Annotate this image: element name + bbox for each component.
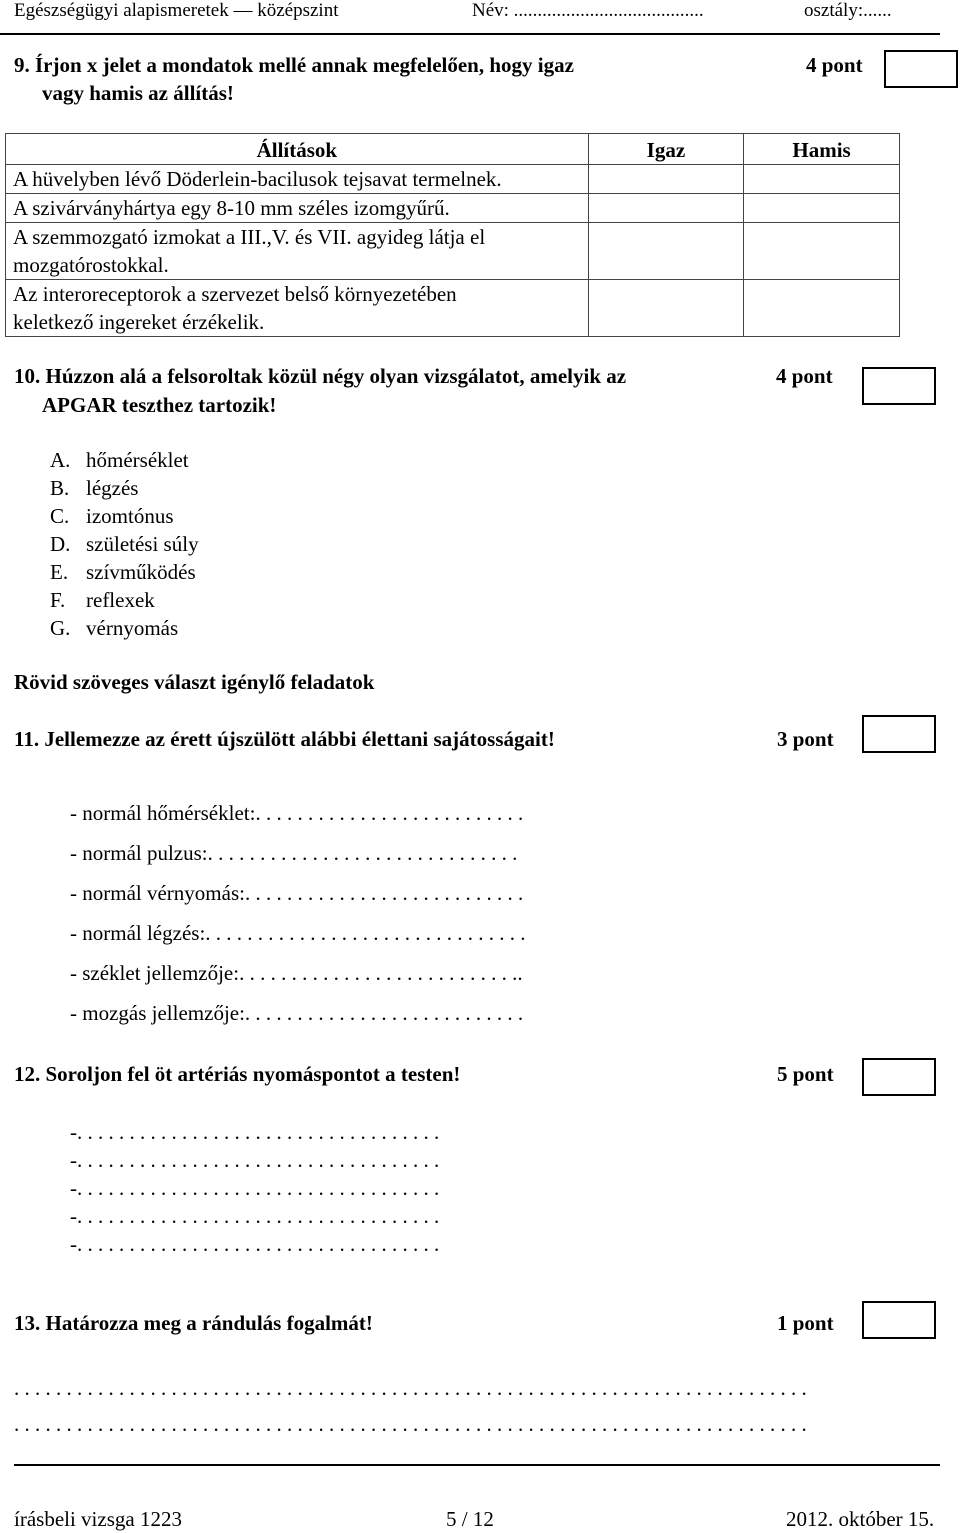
q10-option-text: reflexek xyxy=(86,588,155,612)
q12-answer-lines xyxy=(70,1118,439,1258)
q10-score-box[interactable] xyxy=(862,367,936,405)
q9-false-cell-4[interactable] xyxy=(744,280,900,337)
section-title: Rövid szöveges választ igénylő feladatok xyxy=(14,670,375,694)
q9-statement-3 xyxy=(6,223,589,280)
q10-option-text: vérnyomás xyxy=(86,616,179,640)
q10-option-letter: D. xyxy=(50,532,71,556)
header-subject-text: Egészségügyi alapismeretek xyxy=(14,0,229,21)
q10-option-text: születési súly xyxy=(86,532,199,556)
q9-true-cell-3[interactable] xyxy=(588,223,743,280)
q12-answer-line[interactable]: -. . . . . . . . . . . . . . . . . . . . . . . . . . . . . . . . . . . xyxy=(70,1176,440,1200)
q9-statement-1: A hüvelyben lévő Döderlein-bacilusok tejsavat termelnek. xyxy=(6,165,589,194)
list-item[interactable] xyxy=(50,614,199,642)
q10-option-letter: E. xyxy=(50,560,69,584)
q12-answer-line[interactable]: -. . . . . . . . . . . . . . . . . . . . . . . . . . . . . . . . . . . xyxy=(70,1232,440,1256)
q10-options-list xyxy=(50,446,199,642)
q11-answer-line[interactable]: - széklet jellemzője:. . . . . . . . . . . . . . . . . . . . . . . . . . .. xyxy=(70,961,523,985)
list-item[interactable] xyxy=(50,558,199,586)
q9-statement-4 xyxy=(6,280,589,337)
q11-points: 3 pont xyxy=(777,727,834,751)
q10-title-line1: 10. Húzzon alá a felsoroltak közül négy olyan vizsgálatot, amelyik az xyxy=(14,364,627,388)
q9-table-header-row xyxy=(6,134,900,165)
q9-true-cell-2[interactable] xyxy=(588,194,743,223)
table-row xyxy=(6,165,900,194)
q10-option-letter: G. xyxy=(50,616,71,640)
q9-statement-3-line1: A szemmozgató izmokat a III.,V. és VII. agyideg látja el xyxy=(13,225,486,249)
q9-statement-2: A szivárványhártya egy 8-10 mm széles izomgyűrű. xyxy=(6,194,589,223)
list-item[interactable] xyxy=(50,530,199,558)
q10-option-letter: B. xyxy=(50,476,70,500)
q10-option-letter: C. xyxy=(50,504,70,528)
q9-title-line2: vagy hamis az állítás! xyxy=(42,81,234,105)
header-dash: — xyxy=(233,0,253,21)
q11-title: 11. Jellemezze az érett újszülött alábbi élettani sajátosságait! xyxy=(14,727,555,751)
q13-score-box[interactable] xyxy=(862,1301,936,1339)
q9-false-cell-1[interactable] xyxy=(744,165,900,194)
q12-title: 12. Soroljon fel öt artériás nyomáspontot a testen! xyxy=(14,1062,461,1086)
q13-answer-lines xyxy=(14,1370,807,1442)
q9-score-box[interactable] xyxy=(884,50,958,88)
q9-statements-table xyxy=(5,133,900,337)
q10-option-text: hőmérséklet xyxy=(86,448,189,472)
footer-date: 2012. október 15. xyxy=(786,1507,935,1531)
q12-score-box[interactable] xyxy=(862,1058,936,1096)
q11-answer-line[interactable]: - normál vérnyomás:. . . . . . . . . . . . . . . . . . . . . . . . . . . xyxy=(70,881,524,905)
q13-points: 1 pont xyxy=(777,1311,834,1335)
q9-true-cell-4[interactable] xyxy=(588,280,743,337)
list-item[interactable] xyxy=(50,474,199,502)
q9-header-true: Igaz xyxy=(588,134,743,165)
q11-answer-lines xyxy=(70,793,526,1033)
q12-answer-line[interactable]: -. . . . . . . . . . . . . . . . . . . . . . . . . . . . . . . . . . . xyxy=(70,1120,440,1144)
q9-points: 4 pont xyxy=(806,53,863,77)
q10-points: 4 pont xyxy=(776,364,833,388)
q11-answer-line[interactable]: - mozgás jellemzője:. . . . . . . . . . . . . . . . . . . . . . . . . . . xyxy=(70,1001,524,1025)
header-name-field: Név: ........................................ xyxy=(472,0,704,21)
table-row xyxy=(6,194,900,223)
header-rule xyxy=(0,33,940,35)
header-level: középszint xyxy=(257,0,339,21)
q9-true-cell-1[interactable] xyxy=(588,165,743,194)
q13-title: 13. Határozza meg a rándulás fogalmát! xyxy=(14,1311,373,1335)
footer-rule xyxy=(14,1464,940,1466)
q12-answer-line[interactable]: -. . . . . . . . . . . . . . . . . . . . . . . . . . . . . . . . . . . xyxy=(70,1148,440,1172)
q13-answer-line[interactable]: . . . . . . . . . . . . . . . . . . . . . . . . . . . . . . . . . . . . . . . . . . . . . . . . . . . . . . . . . . . . . . . . . . . . . . . . . . . . xyxy=(14,1412,807,1436)
q9-false-cell-3[interactable] xyxy=(744,223,900,280)
q9-title-line1: 9. Írjon x jelet a mondatok mellé annak megfelelően, hogy igaz xyxy=(14,53,574,77)
table-row xyxy=(6,280,900,337)
q9-statement-4-line1: Az interoreceptorok a szervezet belső környezetében xyxy=(13,282,457,306)
table-row xyxy=(6,223,900,280)
q10-option-text: izomtónus xyxy=(86,504,174,528)
list-item[interactable] xyxy=(50,446,199,474)
q11-score-box[interactable] xyxy=(862,715,936,753)
footer-page-number: 5 / 12 xyxy=(446,1507,494,1531)
q9-statement-3-line2: mozgatórostokkal. xyxy=(13,253,169,277)
q10-option-letter: A. xyxy=(50,448,71,472)
q12-points: 5 pont xyxy=(777,1062,834,1086)
q11-answer-line[interactable]: - normál légzés:. . . . . . . . . . . . . . . . . . . . . . . . . . . . . . . xyxy=(70,921,526,945)
q11-answer-line[interactable]: - normál pulzus:. . . . . . . . . . . . . . . . . . . . . . . . . . . . . . xyxy=(70,841,518,865)
q10-option-text: légzés xyxy=(86,476,139,500)
q9-statement-4-line2: keletkező ingereket érzékelik. xyxy=(13,310,265,334)
q13-answer-line[interactable]: . . . . . . . . . . . . . . . . . . . . . . . . . . . . . . . . . . . . . . . . . . . . . . . . . . . . . . . . . . . . . . . . . . . . . . . . . . . . xyxy=(14,1376,807,1400)
q9-false-cell-2[interactable] xyxy=(744,194,900,223)
header-class-field: osztály:...... xyxy=(804,0,892,21)
q10-title-line2: APGAR teszthez tartozik! xyxy=(42,393,277,417)
q9-header-statements: Állítások xyxy=(6,134,589,165)
q10-option-letter: F. xyxy=(50,588,66,612)
q10-option-text: szívműködés xyxy=(86,560,196,584)
footer-exam: írásbeli vizsga 1223 xyxy=(14,1507,182,1531)
q11-answer-line[interactable]: - normál hőmérséklet:. . . . . . . . . . . . . . . . . . . . . . . . . . xyxy=(70,801,524,825)
list-item[interactable] xyxy=(50,586,199,614)
q9-header-false: Hamis xyxy=(744,134,900,165)
header-subject xyxy=(14,0,339,22)
q12-answer-line[interactable]: -. . . . . . . . . . . . . . . . . . . . . . . . . . . . . . . . . . . xyxy=(70,1204,440,1228)
list-item[interactable] xyxy=(50,502,199,530)
